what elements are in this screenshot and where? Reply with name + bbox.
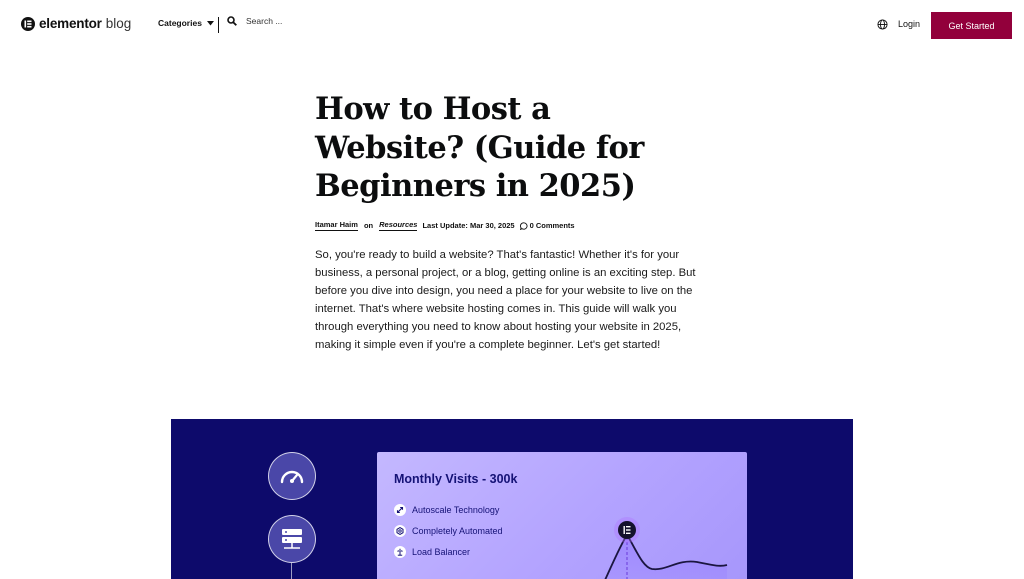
search-box[interactable] (227, 16, 366, 26)
last-update: Last Update: Mar 30, 2025 (422, 221, 515, 230)
comments-link[interactable] (520, 221, 575, 230)
resize-arrows-icon (394, 504, 406, 516)
feature-item (394, 546, 470, 558)
comment-bubble-icon (520, 222, 528, 230)
metrics-card (377, 452, 747, 579)
meta-on-text: on (363, 221, 374, 230)
server-icon (281, 527, 303, 551)
header-divider (218, 17, 219, 33)
globe-icon[interactable] (877, 19, 888, 30)
logo-suffix: blog (105, 16, 132, 31)
author-link[interactable]: Itamar Haim (315, 220, 358, 229)
get-started-button[interactable]: Get Started (931, 12, 1012, 39)
site-header (0, 0, 1024, 50)
category-link[interactable]: Resources (379, 220, 418, 229)
elementor-logo-icon (21, 17, 35, 31)
categories-dropdown[interactable] (158, 18, 214, 28)
site-logo[interactable] (21, 16, 131, 31)
caret-down-icon (207, 21, 214, 26)
search-icon[interactable] (227, 16, 237, 26)
balance-icon (394, 546, 406, 558)
speedometer-icon (279, 466, 305, 486)
hexagon-gear-icon (394, 525, 406, 537)
comments-count: 0 Comments (529, 221, 575, 230)
visits-chart (597, 507, 747, 579)
hero-circle-speed (268, 452, 316, 500)
card-title: Monthly Visits - 300k (394, 472, 518, 486)
categories-label: Categories (158, 18, 202, 28)
article-intro: So, you're ready to build a website? That's fantastic! Whether it's for your business, a personal project, or a blog, getting online is an exciting step. But before you dive into design, you need a place for your website to live on the internet. That's where website hosting comes in. This guide will walk you through everything you need to know about hosting your website in 2025, making it simple even if you're a complete beginner. Let's get started! (315, 249, 696, 352)
hero-image (171, 419, 853, 579)
feature-label: Load Balancer (412, 547, 471, 557)
hero-connector-line (291, 563, 292, 579)
login-link[interactable]: Login (898, 19, 921, 29)
hero-circle-server (268, 515, 316, 563)
article-meta (315, 220, 575, 231)
feature-item (394, 525, 503, 537)
logo-wordmark: elementor (39, 16, 102, 31)
feature-item (394, 504, 499, 516)
feature-label: Autoscale Technology (412, 505, 500, 515)
article-title: How to Host a Website? (Guide for Beginners in 2025) (315, 91, 644, 204)
feature-label: Completely Automated (412, 526, 503, 536)
search-input[interactable] (246, 16, 366, 26)
